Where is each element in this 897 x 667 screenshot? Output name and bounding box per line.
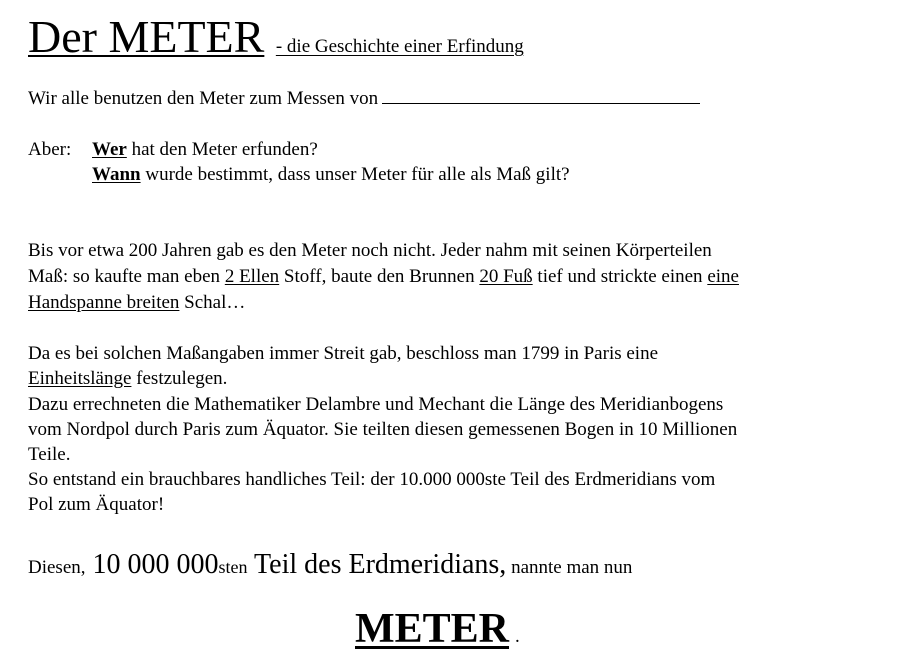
question-2-text: wurde bestimmt, dass unser Meter für alle als Maß gilt? xyxy=(145,164,570,185)
p1-text-c: tief und strickte einen xyxy=(532,266,708,287)
question-2 xyxy=(92,164,570,186)
meter-heading xyxy=(355,602,520,664)
paragraph2-line2 xyxy=(28,368,227,390)
question-1-keyword: Wer xyxy=(92,139,127,160)
paragraph1-line2 xyxy=(28,266,739,288)
paragraph2-line3: Dazu errechneten die Mathematiker Delambre und Mechant die Länge des Meridianbogens xyxy=(28,394,724,415)
final-text-meridian: Teil des Erdmeridians, xyxy=(247,549,507,580)
paragraph1-line3 xyxy=(28,292,245,314)
meter-dot: . xyxy=(515,626,520,647)
question-1-text: hat den Meter erfunden? xyxy=(131,139,318,160)
questions-label: Aber: xyxy=(28,139,72,160)
final-text-end: nannte man nun xyxy=(506,557,633,578)
title-subtitle: - die Geschichte einer Erfindung xyxy=(275,36,524,57)
final-text-a: Diesen, xyxy=(28,557,86,578)
question-1 xyxy=(28,139,318,161)
p1-underlined-fuss: 20 Fuß xyxy=(479,266,533,287)
paragraph2-line7: Pol zum Äquator! xyxy=(28,494,165,515)
p1-underlined-eine: eine xyxy=(707,266,739,287)
paragraph2-line4: vom Nordpol durch Paris zum Äquator. Sie teilten diesen gemessenen Bogen in 10 Millionen xyxy=(28,419,738,440)
paragraph2-line1: Da es bei solchen Maßangaben immer Streit gab, beschloss man 1799 in Paris eine xyxy=(28,343,659,364)
p1-text-schal: Schal… xyxy=(179,292,246,313)
p1-underlined-handspanne: Handspanne breiten xyxy=(28,292,180,313)
fill-in-blank[interactable] xyxy=(382,87,700,104)
paragraph2-line6: So entstand ein brauchbares handliches Teil: der 10.000 000ste Teil des Erdmeridians vom xyxy=(28,469,716,490)
p1-text-b: Stoff, baute den Brunnen xyxy=(279,266,480,287)
title-main: Der METER xyxy=(28,11,265,62)
intro-line xyxy=(28,87,700,110)
meter-word: METER xyxy=(355,606,510,652)
question-2-keyword: Wann xyxy=(92,164,141,185)
paragraph1-line1: Bis vor etwa 200 Jahren gab es den Meter noch nicht. Jeder nahm mit seinen Körperteilen xyxy=(28,240,712,261)
final-statement xyxy=(28,543,632,590)
p2-text-festzulegen: festzulegen. xyxy=(131,368,228,389)
page-title xyxy=(28,11,524,73)
final-text-number: 10 000 000 xyxy=(85,549,219,580)
p2-underlined-einheitslaenge: Einheitslänge xyxy=(28,368,132,389)
final-text-suffix: sten xyxy=(218,557,248,577)
paragraph2-line5: Teile. xyxy=(28,444,71,465)
p1-underlined-ellen: 2 Ellen xyxy=(224,266,280,287)
p1-text-a: Maß: so kaufte man eben xyxy=(28,266,225,287)
intro-text: Wir alle benutzen den Meter zum Messen von xyxy=(28,88,379,109)
